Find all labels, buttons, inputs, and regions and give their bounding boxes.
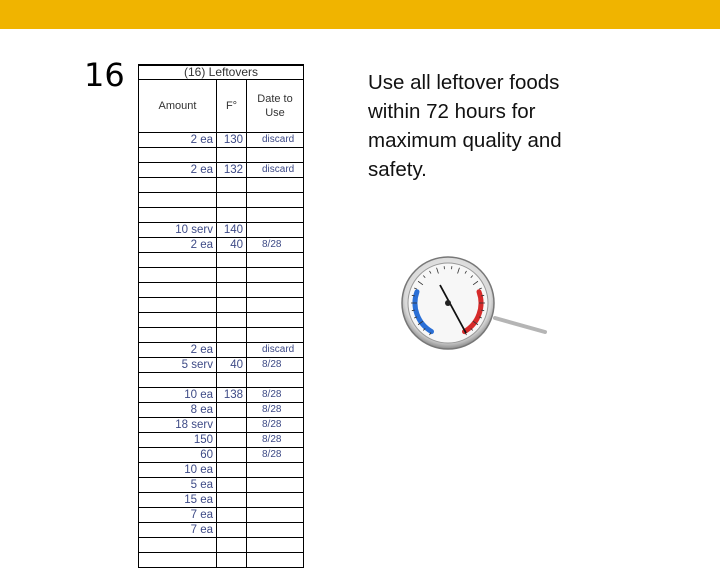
row-amount	[139, 328, 217, 343]
row-temperature	[217, 418, 247, 433]
header-amount: Amount	[139, 80, 217, 133]
form-row	[139, 493, 304, 508]
row-date-to-use	[247, 478, 304, 493]
form-row	[139, 253, 304, 268]
row-temperature	[217, 193, 247, 208]
row-temperature	[217, 433, 247, 448]
row-date-to-use: discard	[247, 163, 304, 178]
top-accent-bar	[0, 0, 720, 29]
row-amount	[139, 283, 217, 298]
row-temperature	[217, 268, 247, 283]
row-temperature	[217, 463, 247, 478]
form-row	[139, 178, 304, 193]
row-temperature: 132	[217, 163, 247, 178]
header-date-to-use: Date to Use	[247, 80, 304, 133]
form-row	[139, 313, 304, 328]
row-date-to-use	[247, 178, 304, 193]
row-date-to-use	[247, 313, 304, 328]
row-date-to-use: 8/28	[247, 403, 304, 418]
row-amount: 2 ea	[139, 133, 217, 148]
row-date-to-use	[247, 463, 304, 478]
row-amount: 10 ea	[139, 388, 217, 403]
row-amount	[139, 193, 217, 208]
header-temperature: F°	[217, 80, 247, 133]
row-date-to-use	[247, 493, 304, 508]
row-temperature	[217, 313, 247, 328]
row-amount: 7 ea	[139, 523, 217, 538]
row-amount	[139, 148, 217, 163]
row-amount: 2 ea	[139, 343, 217, 358]
row-temperature	[217, 523, 247, 538]
row-amount: 7 ea	[139, 508, 217, 523]
form-row	[139, 523, 304, 538]
row-amount: 10 ea	[139, 463, 217, 478]
row-temperature: 140	[217, 223, 247, 238]
form-row	[139, 163, 304, 178]
row-date-to-use: discard	[247, 133, 304, 148]
row-temperature	[217, 283, 247, 298]
row-date-to-use: 8/28	[247, 418, 304, 433]
form-row	[139, 478, 304, 493]
form-row	[139, 238, 304, 253]
row-temperature	[217, 328, 247, 343]
row-amount: 150	[139, 433, 217, 448]
row-temperature	[217, 403, 247, 418]
row-amount	[139, 178, 217, 193]
form-row	[139, 283, 304, 298]
form-row	[139, 223, 304, 238]
row-temperature	[217, 493, 247, 508]
dial-thermometer-icon	[400, 255, 550, 370]
row-amount: 8 ea	[139, 403, 217, 418]
row-date-to-use	[247, 148, 304, 163]
row-temperature	[217, 208, 247, 223]
row-date-to-use	[247, 253, 304, 268]
row-date-to-use	[247, 268, 304, 283]
row-date-to-use: 8/28	[247, 388, 304, 403]
form-row	[139, 448, 304, 463]
row-amount: 18 serv	[139, 418, 217, 433]
row-amount	[139, 313, 217, 328]
row-date-to-use	[247, 223, 304, 238]
row-temperature: 130	[217, 133, 247, 148]
leftovers-log-form	[138, 64, 304, 568]
row-temperature	[217, 298, 247, 313]
row-temperature	[217, 448, 247, 463]
form-title: (16) Leftovers	[139, 65, 304, 80]
form-row	[139, 148, 304, 163]
form-row	[139, 553, 304, 568]
row-date-to-use	[247, 328, 304, 343]
form-header-row	[139, 80, 304, 133]
form-row	[139, 133, 304, 148]
form-row	[139, 508, 304, 523]
form-row	[139, 298, 304, 313]
form-row	[139, 193, 304, 208]
row-amount: 2 ea	[139, 163, 217, 178]
form-row	[139, 433, 304, 448]
form-row	[139, 208, 304, 223]
row-date-to-use: 8/28	[247, 448, 304, 463]
row-date-to-use	[247, 283, 304, 298]
row-amount	[139, 298, 217, 313]
row-amount	[139, 553, 217, 568]
row-temperature: 40	[217, 358, 247, 373]
row-amount	[139, 208, 217, 223]
row-date-to-use	[247, 373, 304, 388]
row-amount: 2 ea	[139, 238, 217, 253]
row-temperature	[217, 553, 247, 568]
form-row	[139, 463, 304, 478]
row-date-to-use	[247, 553, 304, 568]
row-temperature	[217, 178, 247, 193]
row-amount: 5 serv	[139, 358, 217, 373]
row-date-to-use	[247, 193, 304, 208]
row-date-to-use: 8/28	[247, 238, 304, 253]
row-date-to-use	[247, 508, 304, 523]
row-date-to-use: 8/28	[247, 358, 304, 373]
form-row	[139, 358, 304, 373]
row-temperature	[217, 478, 247, 493]
row-date-to-use: 8/28	[247, 433, 304, 448]
slide-number: 16	[84, 56, 125, 94]
row-amount	[139, 373, 217, 388]
row-temperature	[217, 343, 247, 358]
row-amount: 5 ea	[139, 478, 217, 493]
row-temperature	[217, 253, 247, 268]
form-row	[139, 268, 304, 283]
form-row	[139, 373, 304, 388]
row-amount: 60	[139, 448, 217, 463]
row-amount	[139, 268, 217, 283]
row-temperature	[217, 148, 247, 163]
row-date-to-use: discard	[247, 343, 304, 358]
row-temperature	[217, 373, 247, 388]
form-row	[139, 343, 304, 358]
form-row	[139, 418, 304, 433]
form-row	[139, 328, 304, 343]
row-temperature: 138	[217, 388, 247, 403]
form-row	[139, 388, 304, 403]
row-date-to-use	[247, 523, 304, 538]
row-date-to-use	[247, 208, 304, 223]
row-amount: 10 serv	[139, 223, 217, 238]
row-amount: 15 ea	[139, 493, 217, 508]
row-temperature	[217, 508, 247, 523]
row-temperature: 40	[217, 238, 247, 253]
row-amount	[139, 253, 217, 268]
row-date-to-use	[247, 298, 304, 313]
form-row	[139, 403, 304, 418]
leftover-guideline-text: Use all leftover foods within 72 hours for maximum quality and safety.	[368, 68, 598, 184]
